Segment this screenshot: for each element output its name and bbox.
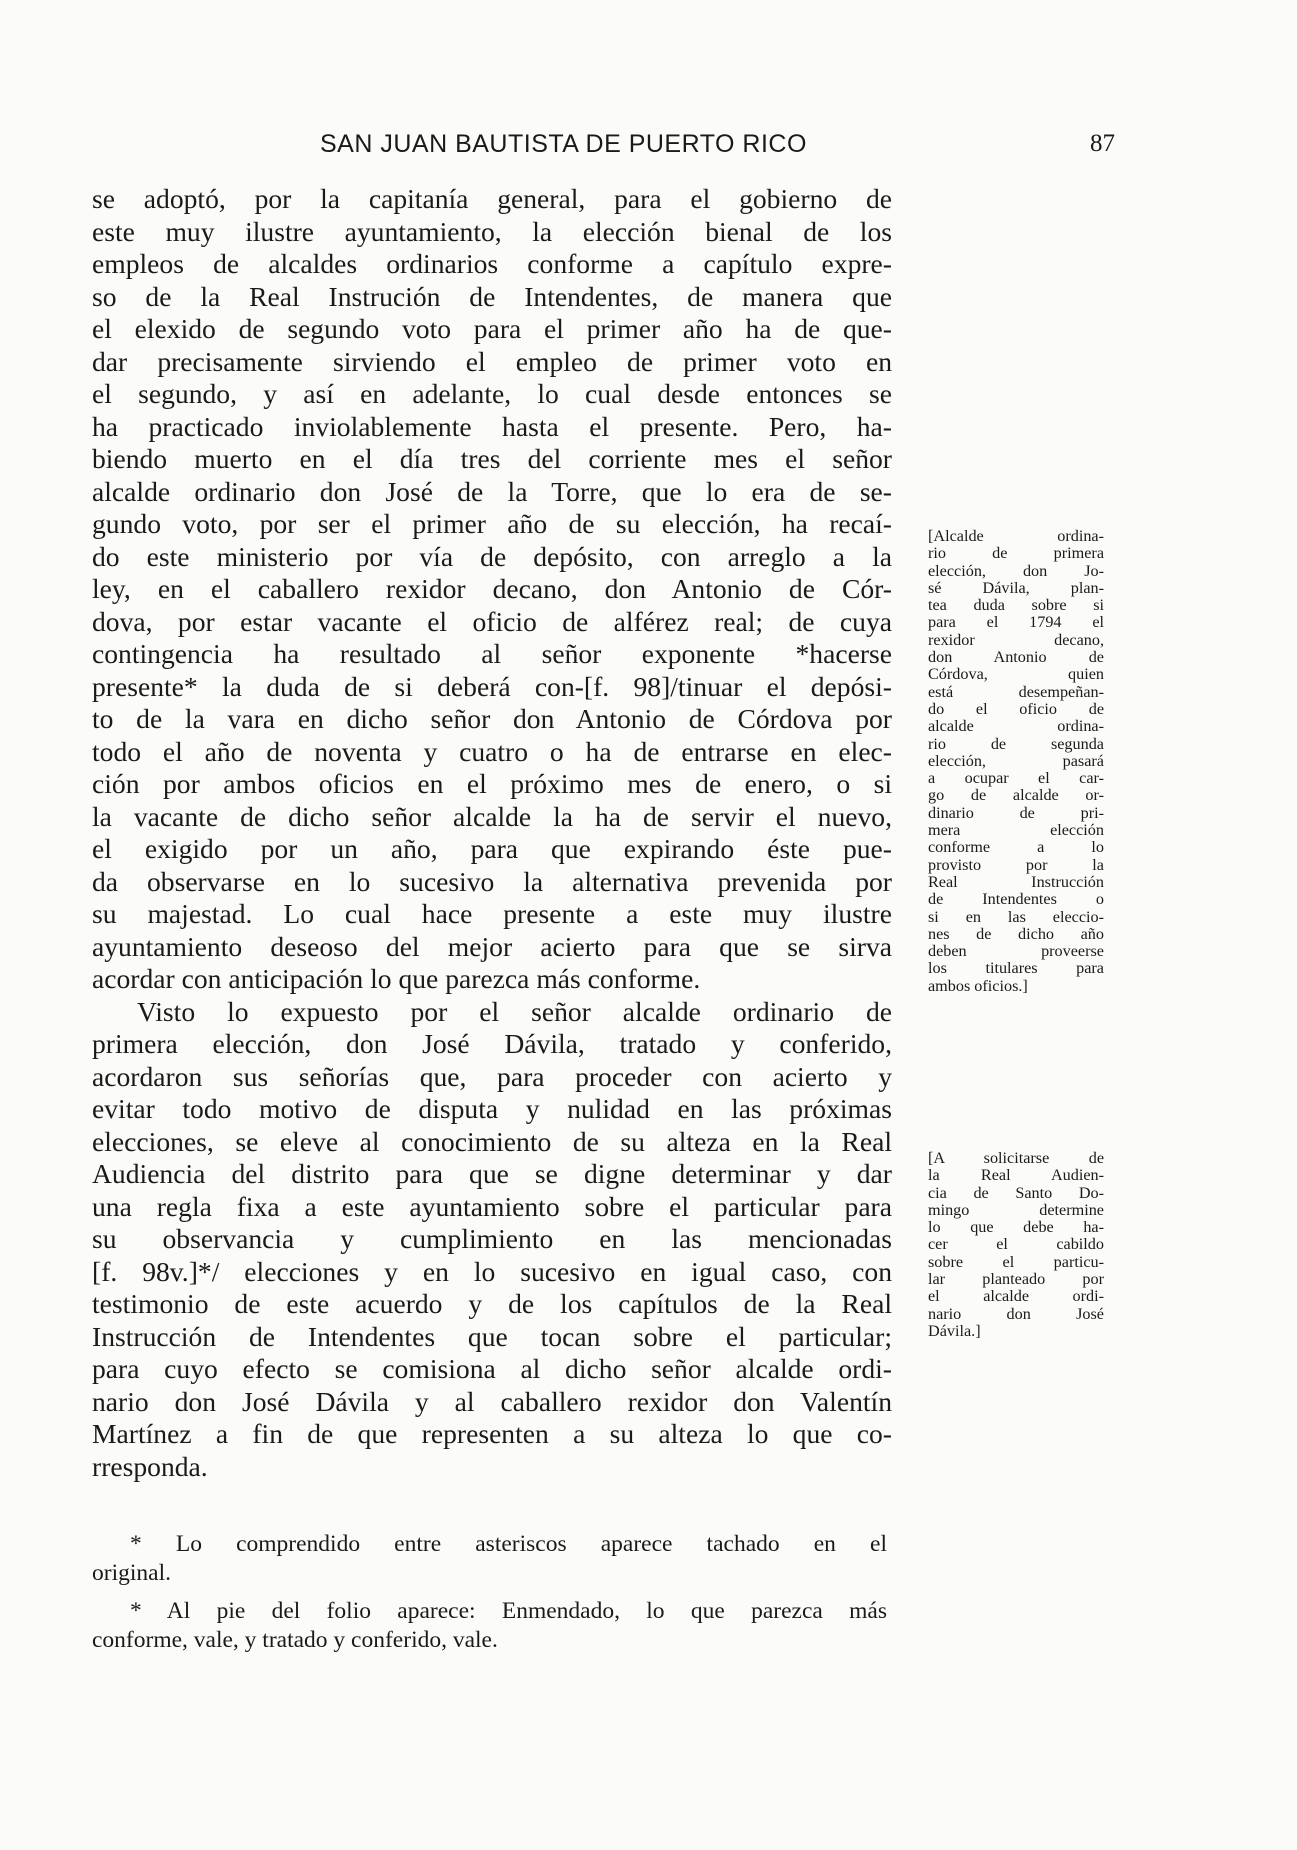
note-line: alcalde ordina- xyxy=(928,717,1104,736)
note-line: nes de dicho año xyxy=(928,924,1104,943)
note-line: elección, don Jo- xyxy=(928,561,1104,580)
note-line: do el oficio de xyxy=(928,699,1104,718)
text-line: empleos de alcaldes ordinarios conforme a capítulo expre- xyxy=(92,248,892,279)
text-line: presente* la duda de si deberá con-[f. 98]/tinuar el depósi- xyxy=(92,670,892,702)
text-line: to de la vara en dicho señor don Antonio de Córdova por xyxy=(92,703,892,734)
footnote-line: * Lo comprendido entre asteriscos aparece tachado en el xyxy=(130,1531,887,1557)
note-line: los titulares para xyxy=(928,959,1104,978)
footnotes xyxy=(92,1530,887,1664)
main-text xyxy=(92,183,892,1483)
text-line: el exigido por un año, para que expirando éste pue- xyxy=(92,833,892,864)
text-line: nario don José Dávila y al caballero rexidor don Valentín xyxy=(92,1385,892,1417)
footnote-line: conforme, vale, y tratado y conferido, vale. xyxy=(92,1626,498,1653)
text-line: rresponda. xyxy=(92,1450,208,1482)
note-line: Córdova, quien xyxy=(928,665,1104,684)
margin-note-audiencia xyxy=(928,1150,1104,1340)
note-line: rio de primera xyxy=(928,544,1104,563)
footnote-asterisks xyxy=(92,1530,887,1587)
text-line: Audiencia del distrito para que se digne determinar y dar xyxy=(92,1158,892,1189)
footnote-line: * Al pie del folio aparece: Enmendado, lo que parezca más xyxy=(130,1598,887,1624)
text-line: Visto lo expuesto por el señor alcalde ordinario de xyxy=(137,995,892,1027)
text-line: alcalde ordinario don José de la Torre, que lo era de se- xyxy=(92,475,892,507)
note-line: elección, pasará xyxy=(928,751,1104,770)
text-line: [f. 98v.]*/ elecciones y en lo sucesivo en igual caso, con xyxy=(92,1255,892,1287)
note-line: dinario de pri- xyxy=(928,803,1104,822)
note-line: Real Instrucción xyxy=(928,872,1104,891)
text-line: da observarse en lo sucesivo la alternativa prevenida por xyxy=(92,865,892,897)
note-line: para el 1794 el xyxy=(928,613,1104,632)
text-line: contingencia ha resultado al señor exponente *hacerse xyxy=(92,638,892,669)
note-line: ambos oficios.] xyxy=(928,976,1028,995)
text-line: ha practicado inviolablemente hasta el presente. Pero, ha- xyxy=(92,410,892,442)
note-line: a ocupar el car- xyxy=(928,769,1104,788)
footnote-folio xyxy=(92,1597,887,1654)
note-line: lo que debe ha- xyxy=(928,1218,1104,1237)
note-line: rio de segunda xyxy=(928,734,1104,753)
text-line: ley, en el caballero rexidor decano, don Antonio de Cór- xyxy=(92,573,892,604)
text-line: dar precisamente sirviendo el empleo de primer voto en xyxy=(92,345,892,377)
text-line: elecciones, se eleve al conocimiento de su alteza en la Real xyxy=(92,1125,892,1157)
text-line: se adoptó, por la capitanía general, para el gobierno de xyxy=(92,183,892,214)
text-line: biendo muerto en el día tres del corriente mes el señor xyxy=(92,443,892,474)
margin-note-alcalde xyxy=(928,528,1104,995)
text-line: para cuyo efecto se comisiona al dicho señor alcalde ordi- xyxy=(92,1353,892,1384)
text-line: do este ministerio por vía de depósito, con arreglo a la xyxy=(92,540,892,572)
note-line: cia de Santo Do- xyxy=(928,1183,1104,1202)
text-line: su majestad. Lo cual hace presente a este muy ilustre xyxy=(92,898,892,929)
note-line: [Alcalde ordina- xyxy=(928,527,1104,545)
text-line: ayuntamiento deseoso del mejor acierto para que se sirva xyxy=(92,930,892,962)
note-line: tea duda sobre si xyxy=(928,596,1104,615)
text-line: evitar todo motivo de disputa y nulidad en las próximas xyxy=(92,1093,892,1124)
text-line: todo el año de noventa y cuatro o ha de entrarse en elec- xyxy=(92,735,892,767)
running-title: SAN JUAN BAUTISTA DE PUERTO RICO xyxy=(320,130,807,158)
note-line: de Intendentes o xyxy=(928,890,1104,909)
note-line: el alcalde ordi- xyxy=(928,1287,1104,1306)
note-line: si en las eleccio- xyxy=(928,907,1104,926)
text-line: una regla fixa a este ayuntamiento sobre el particular para xyxy=(92,1190,892,1222)
note-line: don Antonio de xyxy=(928,648,1104,667)
text-line: el elexido de segundo voto para el primer año ha de que- xyxy=(92,313,892,344)
note-line: sé Dávila, plan- xyxy=(928,578,1104,597)
text-line: Martínez a fin de que representen a su alteza lo que co- xyxy=(92,1418,892,1449)
footnote-line: original. xyxy=(92,1559,171,1586)
note-line: la Real Audien- xyxy=(928,1166,1104,1185)
text-line: gundo voto, por ser el primer año de su elección, ha recaí- xyxy=(92,508,892,539)
note-line: rexidor decano, xyxy=(928,630,1104,649)
note-line: está desempeñan- xyxy=(928,682,1104,701)
text-line: el segundo, y así en adelante, lo cual desde entonces se xyxy=(92,378,892,409)
note-line: [A solicitarse de xyxy=(928,1149,1104,1167)
text-line: so de la Real Instrución de Intendentes, de manera que xyxy=(92,280,892,312)
text-line: dova, por estar vacante el oficio de alférez real; de cuya xyxy=(92,605,892,637)
text-line: primera elección, don José Dávila, tratado y conferido, xyxy=(92,1028,892,1059)
text-line: Instrucción de Intendentes que tocan sobre el particular; xyxy=(92,1320,892,1352)
note-line: conforme a lo xyxy=(928,838,1104,857)
text-line: este muy ilustre ayuntamiento, la elección bienal de los xyxy=(92,215,892,247)
note-line: provisto por la xyxy=(928,855,1104,874)
note-line: mingo determine xyxy=(928,1200,1104,1219)
page-number: 87 xyxy=(1090,130,1115,157)
note-line: cer el cabildo xyxy=(928,1235,1104,1254)
text-line: la vacante de dicho señor alcalde la ha de servir el nuevo, xyxy=(92,800,892,832)
note-line: Dávila.] xyxy=(928,1321,981,1340)
text-line: su observancia y cumplimiento en las mencionadas xyxy=(92,1223,892,1254)
note-line: go de alcalde or- xyxy=(928,786,1104,805)
note-line: deben proveerse xyxy=(928,942,1104,961)
text-line: acordar con anticipación lo que parezca más conforme. xyxy=(92,963,701,994)
note-line: sobre el particu- xyxy=(928,1252,1104,1271)
text-line: ción por ambos oficios en el próximo mes de enero, o si xyxy=(92,768,892,799)
note-line: nario don José xyxy=(928,1304,1104,1323)
text-line: acordaron sus señorías que, para proceder con acierto y xyxy=(92,1060,892,1092)
note-line: mera elección xyxy=(928,821,1104,840)
note-line: lar planteado por xyxy=(928,1270,1104,1289)
text-line: testimonio de este acuerdo y de los capítulos de la Real xyxy=(92,1288,892,1319)
